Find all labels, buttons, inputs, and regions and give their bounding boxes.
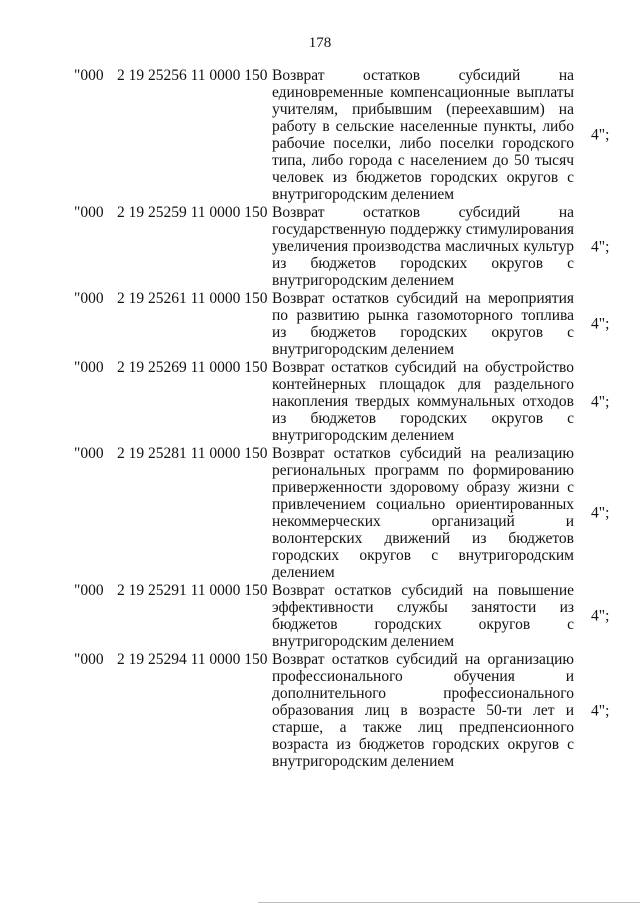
entry-suffix: 4";	[591, 315, 610, 333]
entry-suffix: 4";	[591, 238, 610, 255]
entry-row	[0, 290, 640, 358]
entry-description: Возврат остатков субсидий на реализацию региональных программ по формированию приверженности здоровому образу жизни с привлечением социально ориентированных некоммерческих организаций и волонтерских движений из бюджетов городских округов с внутригородским делением	[272, 445, 574, 581]
entry-code: 2 19 25261 11 0000 150	[117, 290, 268, 307]
entry-suffix: 4";	[591, 393, 610, 410]
entry-prefix: "000	[74, 359, 104, 376]
entry-row	[0, 204, 640, 289]
entry-code: 2 19 25259 11 0000 150	[117, 204, 268, 221]
scan-edge-divider	[258, 902, 640, 903]
entry-description: Возврат остатков субсидий на мероприятия по развитию рынка газомоторного топлива из бюджетов городских округов с внутригородским делением	[272, 290, 574, 358]
entry-description: Возврат остатков субсидий на единовременные компенсационные выплаты учителям, прибывшим (переехавшим) на работу в сельские населенные пункты, либо рабочие поселки, либо поселки городского типа, либо города с населением до 50 тысяч человек из бюджетов городских округов с внутригородским делением	[272, 67, 574, 203]
entry-prefix: "000	[74, 290, 104, 307]
entry-code: 2 19 25281 11 0000 150	[117, 445, 268, 462]
entry-description: Возврат остатков субсидий на государственную поддержку стимулирования увеличения производства масличных культур из бюджетов городских округов с внутригородским делением	[272, 204, 574, 289]
entry-suffix: 4";	[591, 607, 610, 625]
entry-prefix: "000	[74, 582, 104, 599]
entry-suffix: 4";	[591, 504, 610, 522]
entry-prefix: "000	[74, 67, 104, 84]
entry-description: Возврат остатков субсидий на обустройство контейнерных площадок для раздельного накопления твердых коммунальных отходов из бюджетов городских округов с внутригородским делением	[272, 359, 574, 444]
entry-description: Возврат остатков субсидий на повышение эффективности службы занятости из бюджетов городских округов с внутригородским делением	[272, 582, 574, 650]
entry-code: 2 19 25269 11 0000 150	[117, 359, 268, 376]
entry-row	[0, 651, 640, 770]
entries-list	[0, 67, 640, 770]
entry-row	[0, 67, 640, 203]
entry-description: Возврат остатков субсидий на организацию профессионального обучения и дополнительного профессионального образования лиц в возрасте 50-ти лет и старше, а также лиц предпенсионного возраста из бюджетов городских округов с внутригородским делением	[272, 651, 574, 770]
entry-suffix: 4";	[591, 702, 610, 719]
entry-code: 2 19 25256 11 0000 150	[117, 67, 268, 84]
entry-code: 2 19 25294 11 0000 150	[117, 651, 268, 668]
entry-code: 2 19 25291 11 0000 150	[117, 582, 268, 599]
entry-suffix: 4";	[591, 126, 610, 144]
entry-prefix: "000	[74, 204, 104, 221]
entry-prefix: "000	[74, 651, 104, 668]
entry-row	[0, 582, 640, 650]
entry-prefix: "000	[74, 445, 104, 462]
entry-row	[0, 445, 640, 581]
page-number: 178	[308, 35, 332, 51]
entry-row	[0, 359, 640, 444]
